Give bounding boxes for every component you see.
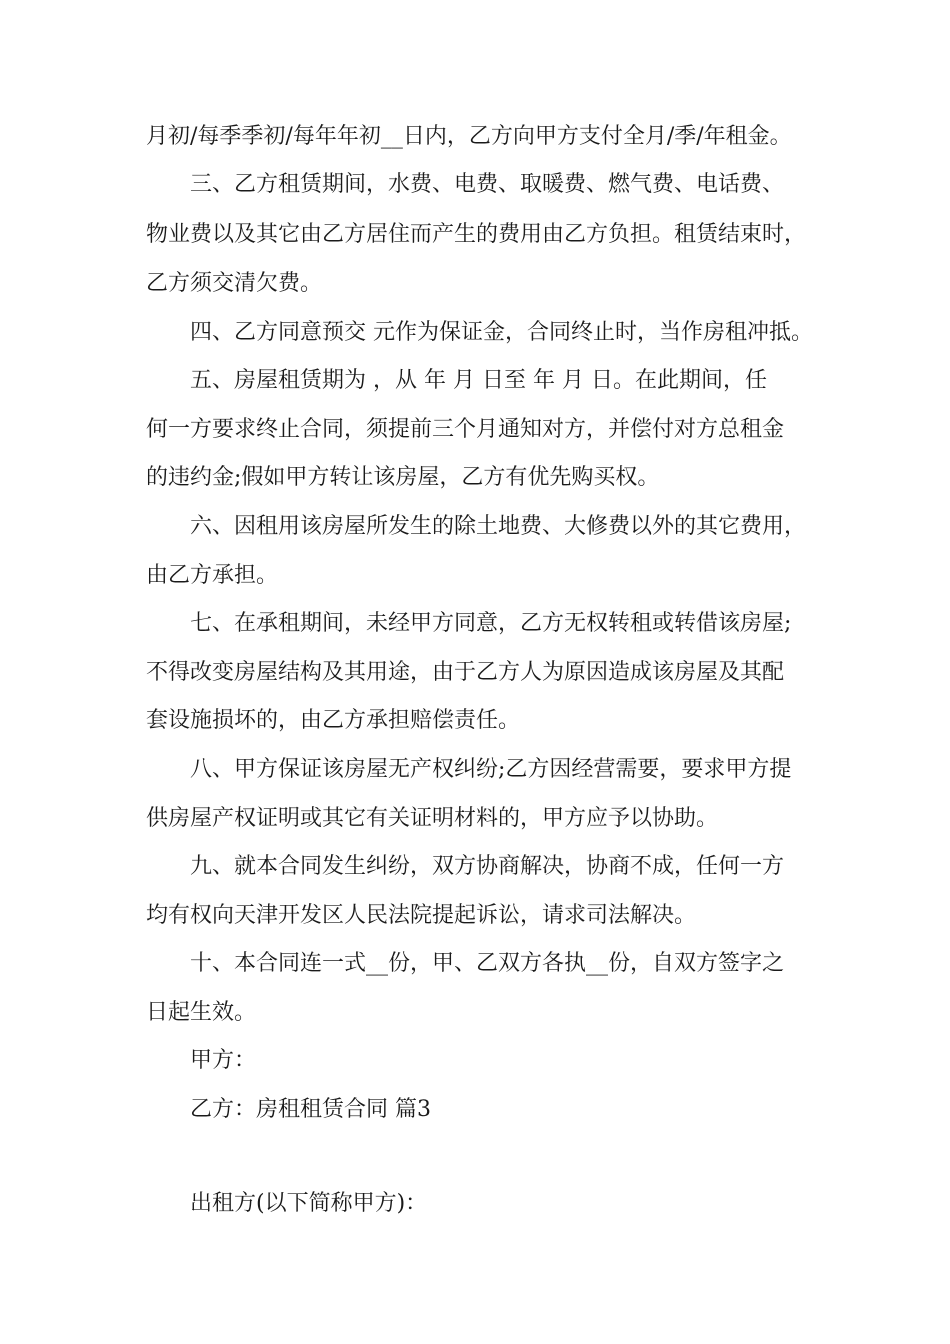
text-line: 物业费以及其它由乙方居住而产生的费用由乙方负担。租赁结束时， — [146, 222, 807, 247]
text-line: 日起生效。 — [146, 1000, 257, 1025]
text-line: 由乙方承担。 — [146, 563, 279, 588]
text-line: 月初/每季季初/每年年初__日内，乙方向甲方支付全月/季/年租金。 — [146, 124, 792, 149]
text-line: 乙方：房租租赁合同 篇3 — [190, 1097, 431, 1122]
text-line: 四、乙方同意预交 元作为保证金，合同终止时，当作房租冲抵。 — [190, 320, 813, 345]
text-line: 三、乙方租赁期间，水费、电费、取暖费、燃气费、电话费、 — [190, 172, 785, 197]
text-line: 的违约金;假如甲方转让该房屋，乙方有优先购买权。 — [146, 465, 660, 490]
text-line: 十、本合同连一式__份，甲、乙双方各执__份，自双方签字之 — [190, 951, 785, 976]
text-line: 不得改变房屋结构及其用途，由于乙方人为原因造成该房屋及其配 — [146, 660, 785, 685]
text-line: 六、因租用该房屋所发生的除土地费、大修费以外的其它费用， — [190, 514, 807, 539]
text-line: 乙方须交清欠费。 — [146, 271, 323, 296]
text-line: 套设施损坏的，由乙方承担赔偿责任。 — [146, 708, 521, 733]
text-line: 供房屋产权证明或其它有关证明材料的，甲方应予以协助。 — [146, 806, 719, 831]
text-line: 九、就本合同发生纠纷，双方协商解决，协商不成，任何一方 — [190, 854, 785, 879]
text-line: 均有权向天津开发区人民法院提起诉讼，请求司法解决。 — [146, 903, 697, 928]
text-line: 八、甲方保证该房屋无产权纠纷;乙方因经营需要，要求甲方提 — [190, 757, 792, 782]
text-line: 七、在承租期间，未经甲方同意，乙方无权转租或转借该房屋; — [190, 611, 792, 636]
text-line: 甲方： — [190, 1048, 257, 1073]
text-line: 五、房屋租赁期为 ，从 年 月 日至 年 月 日。在此期间，任 — [190, 368, 767, 393]
text-line: 出租方(以下简称甲方)： — [190, 1191, 428, 1216]
text-line: 何一方要求终止合同，须提前三个月通知对方，并偿付对方总租金 — [146, 417, 785, 442]
